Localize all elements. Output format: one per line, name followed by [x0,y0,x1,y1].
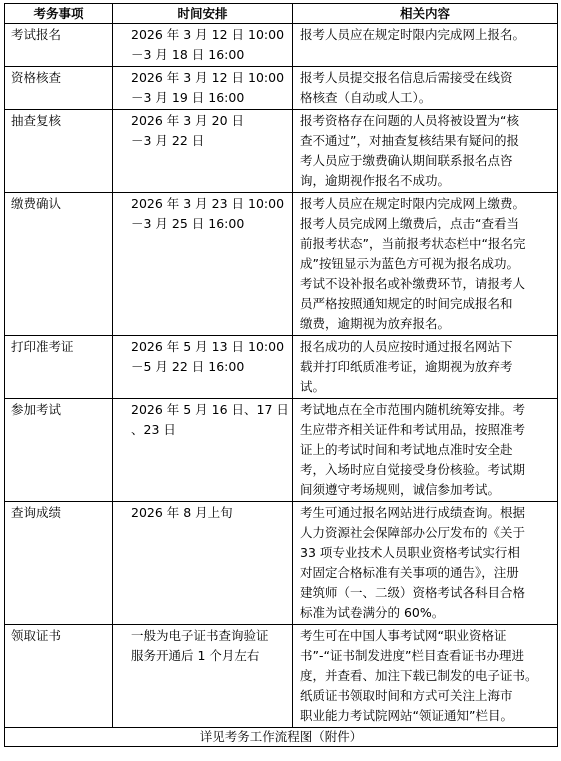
content-line: 报名成功的人员应按时通过报名网站下 [300,339,513,354]
row-time [113,336,293,399]
time-line: －3 月 18 日 16:00 [131,47,245,62]
row-item: 考试报名 [5,24,113,67]
content-line: 度，并查看、加注下载已制发的电子证书。 [300,668,538,683]
time-line: 、23 日 [131,422,176,437]
time-line: 服务开通后 1 个月左右 [131,648,260,663]
time-line: 2026 年 3 月 20 日 [131,113,245,128]
table-row [5,110,558,193]
row-content [293,502,558,625]
content-line: 考试地点在全市范围内随机统筹安排。考 [300,402,526,417]
table-row [5,502,558,625]
header-content: 相关内容 [293,4,558,24]
content-line: 考人员应于缴费确认期间联系报名点咨 [300,153,513,168]
content-line: 考生可通过报名网站进行成绩查询。根据 [300,505,526,520]
table-row [5,24,558,67]
content-line: 考，入场时应自觉接受身份核验。考试期 [300,462,526,477]
row-item: 打印准考证 [5,336,113,399]
content-line: 生应带齐相关证件和考试用品，按照准考 [300,422,526,437]
row-content [293,193,558,336]
row-content [293,336,558,399]
time-line: －3 月 25 日 16:00 [131,216,245,231]
row-content [293,625,558,728]
time-line: －3 月 19 日 16:00 [131,90,245,105]
content-line: 建筑师（一、二级）资格考试各科目合格 [300,585,526,600]
content-line: 人力资源社会保障部办公厅发布的《关于 [300,525,526,540]
row-time [113,625,293,728]
row-item: 领取证书 [5,625,113,728]
content-line: 报考资格存在问题的人员将被设置为“核 [300,113,519,128]
content-line: 成”按钮显示为蓝色方可视为报名成功。 [300,256,519,271]
row-item: 抽查复核 [5,110,113,193]
row-time [113,67,293,110]
row-item: 缴费确认 [5,193,113,336]
table-row [5,67,558,110]
content-line: 查不通过”，对抽查复核结果有疑问的报 [300,133,519,148]
content-line: 报考人员提交报名信息后需接受在线资 [300,70,513,85]
time-line: 2026 年 8 月上旬 [131,505,233,520]
content-line: 考生可在中国人事考试网“职业资格证 [300,628,507,643]
row-time [113,399,293,502]
time-line: 2026 年 3 月 23 日 10:00 [131,196,285,211]
row-content [293,24,558,67]
content-line: 格核查（自动或人工）。 [300,90,432,105]
content-line: 询，逾期视作报名不成功。 [300,173,451,188]
row-time [113,24,293,67]
row-time [113,193,293,336]
time-line: 2026 年 3 月 12 日 10:00 [131,70,285,85]
row-content [293,399,558,502]
header-item: 考务事项 [5,4,113,24]
exam-schedule-table [4,3,558,747]
time-line: 2026 年 5 月 16 日、17 日 [131,402,289,417]
table-footer-row [5,728,558,747]
time-line: －5 月 22 日 16:00 [131,359,245,374]
content-line: 33 项专业技术人员职业资格考试实行相 [300,545,520,560]
table-body [5,24,558,728]
table-row [5,625,558,728]
content-line: 对固定合格标准有关事项的通告》，注册 [300,565,519,580]
row-item: 参加考试 [5,399,113,502]
content-line: 试。 [300,379,326,394]
content-line: 报考人员完成网上缴费后，点击“查看当 [300,216,519,231]
content-line: 书”-“证书制发进度”栏目查看证书办理进 [300,648,524,663]
content-line: 间须遵守考场规则，诚信参加考试。 [300,482,501,497]
content-line: 报考人员应在规定时限内完成网上缴费。 [300,196,526,211]
time-line: 2026 年 3 月 12 日 10:00 [131,27,285,42]
table-row [5,399,558,502]
content-line: 纸质证书领取时间和方式可关注上海市 [300,688,513,703]
content-line: 载并打印纸质准考证，逾期视为放弃考 [300,359,513,374]
row-time [113,110,293,193]
content-line: 缴费，逾期视为放弃报名。 [300,316,451,331]
content-line: 员严格按照通知规定的时间完成报名和 [300,296,513,311]
content-line: 标准为试卷满分的 60%。 [300,605,445,620]
time-line: 2026 年 5 月 13 日 10:00 [131,339,285,354]
time-line: －3 月 22 日 [131,133,205,148]
row-item: 查询成绩 [5,502,113,625]
table-row [5,336,558,399]
footer-note: 详见考务工作流程图（附件） [5,728,558,747]
content-line: 证上的考试时间和考试地点准时安全赴 [300,442,513,457]
table-header-row [5,4,558,24]
content-line: 前报考状态”，当前报考状态栏中“报名完 [300,236,526,251]
content-line: 报考人员应在规定时限内完成网上报名。 [300,27,526,42]
content-line: 考试不设补报名或补缴费环节，请报考人 [300,276,526,291]
row-content [293,110,558,193]
row-time [113,502,293,625]
header-time: 时间安排 [113,4,293,24]
row-item: 资格核查 [5,67,113,110]
table-row [5,193,558,336]
row-content [293,67,558,110]
time-line: 一般为电子证书查询验证 [131,628,269,643]
content-line: 职业能力考试院网站“领证通知”栏目。 [300,708,513,723]
